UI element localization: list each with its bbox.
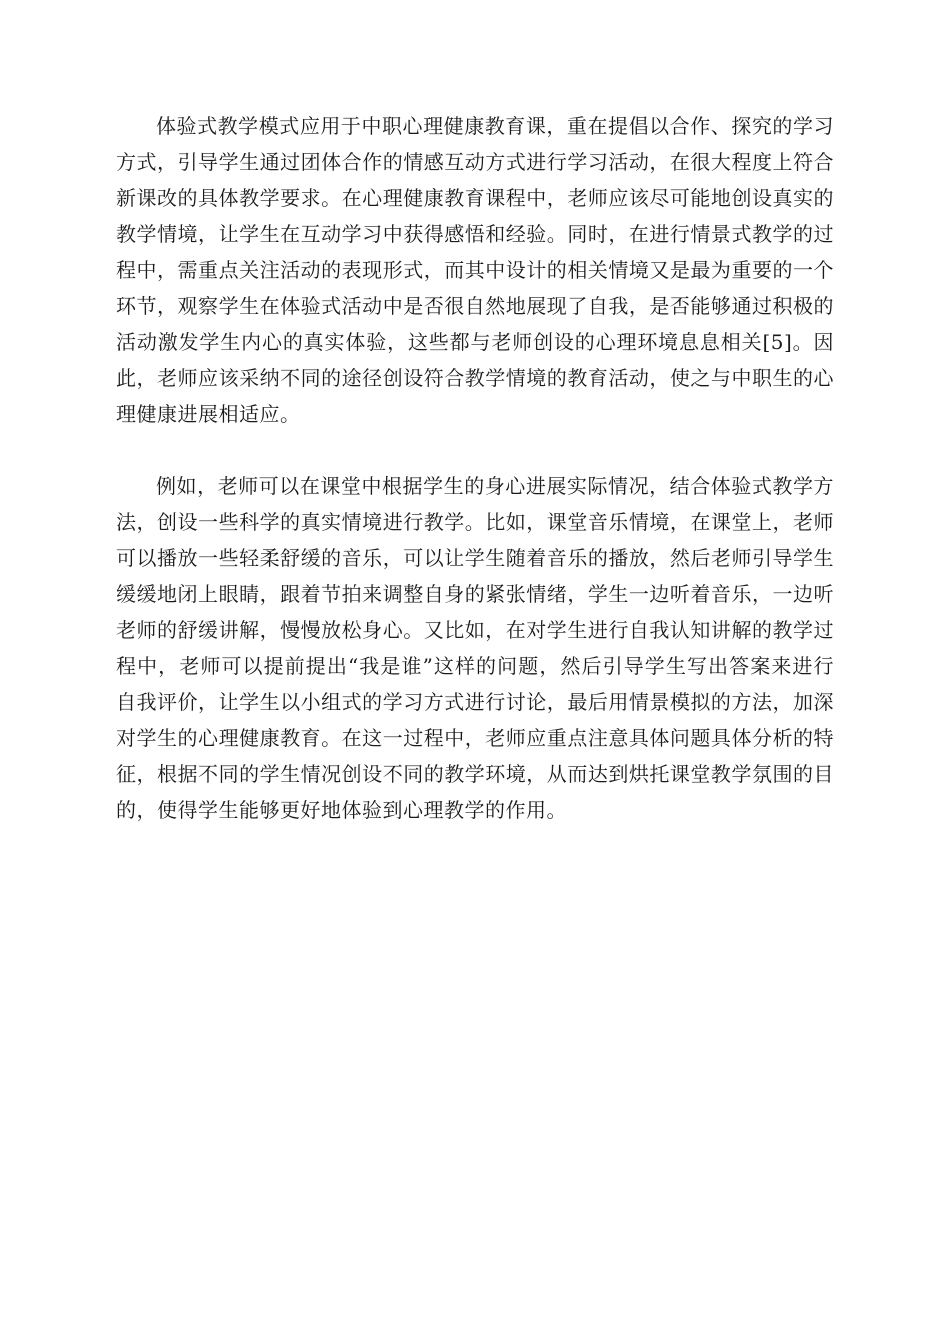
paragraph-1: 体验式教学模式应用于中职心理健康教育课，重在提倡以合作、探究的学习方式，引导学生通过团体合作的情感互动方式进行学习活动，在很大程度上符合新课改的具体教学要求。在心理健康教育课程中，老师应该尽可能地创设真实的教学情境，让学生在互动学习中获得感悟和经验。同时，在进行情景式教学的过程中，需重点关注活动的表现形式，而其中设计的相关情境又是最为重要的一个环节，观察学生在体验式活动中是否很自然地展现了自我，是否能够通过积极的活动激发学生内心的真实体验，这些都与老师创设的心理环境息息相关[5]。因此，老师应该采纳不同的途径创设符合教学情境的教育活动，使之与中职生的心理健康进展相适应。 [116,114,834,426]
document-body [116,108,834,828]
paragraph-2: 例如，老师可以在课堂中根据学生的身心进展实际情况，结合体验式教学方法，创设一些科学的真实情境进行教学。比如，课堂音乐情境，在课堂上，老师可以播放一些轻柔舒缓的音乐，可以让学生随着音乐的播放，然后老师引导学生缓缓地闭上眼睛，跟着节拍来调整自身的紧张情绪，学生一边听着音乐，一边听老师的舒缓讲解，慢慢放松身心。又比如，在对学生进行自我认知讲解的教学过程中，老师可以提前提出“我是谁”这样的问题，然后引导学生写出答案来进行自我评价，让学生以小组式的学习方式进行讨论，最后用情景模拟的方法，加深对学生的心理健康教育。在这一过程中，老师应重点注意具体问题具体分析的特征，根据不同的学生情况创设不同的教学环境，从而达到烘托课堂教学氛围的目的，使得学生能够更好地体验到心理教学的作用。 [116,474,834,822]
